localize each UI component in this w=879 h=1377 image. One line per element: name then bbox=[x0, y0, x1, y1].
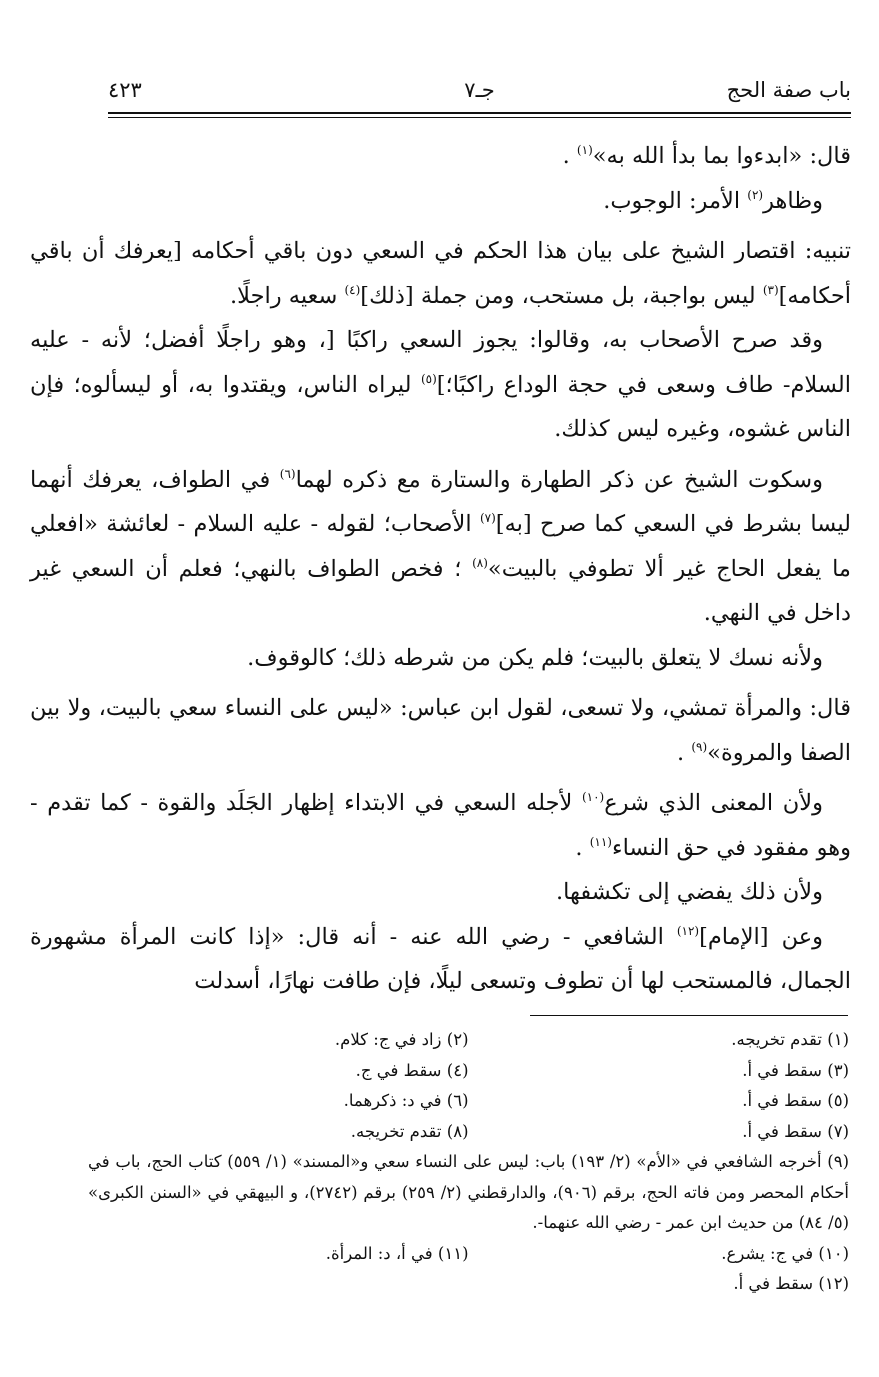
footnote-ref: (١٢) bbox=[676, 923, 700, 938]
paragraph-3: تنبيه: اقتصار الشيخ على بيان هذا الحكم في السعي دون باقي أحكامه [يعرفك أن باقي أحكامه]$^{(٣)}$ ليس بواجبة، بل مستحب، ومن جملة [ذلك]$^{(٤)}$ سعيه راجلًا. bbox=[30, 238, 851, 309]
header-rule-thin bbox=[108, 117, 851, 118]
volume-label: جـ٧ bbox=[464, 78, 495, 102]
footnote-5: (٥) سقط في أ. bbox=[742, 1091, 849, 1110]
footnote-8: (٨) تقدم تخريجه. bbox=[350, 1121, 469, 1141]
paragraph-4: وقد صرح الأصحاب به، وقالوا: يجوز السعي راكبًا [، وهو راجلًا أفضل؛ لأنه - عليه السلام- طاف وسعى في حجة الوداع راكبًا؛]$^{(٥)}$ ليراه الناس، ويقتدوا به، أو ليسألوه؛ فإن الناس غشوه، وغيره ليس كذلك. bbox=[30, 327, 851, 442]
paragraph-6: ولأنه نسك لا يتعلق بالبيت؛ فلم يكن من شرطه ذلك؛ كالوقوف. bbox=[247, 644, 823, 671]
footnote-ref: (٢) bbox=[747, 187, 764, 202]
footnote-ref: (١١) bbox=[589, 834, 612, 849]
footnote-9-label: (٩) bbox=[827, 1152, 849, 1171]
paragraph-2: وظاهر$^{(٢)}$ الأمر: الوجوب. bbox=[603, 187, 823, 214]
paragraph-8: ولأن المعنى الذي شرع$^{(١٠)}$ لأجله السعي في الابتداء إظهار الجَلَد والقوة - كما تقدم - وهو مفقود في حق النساء$^{(١١)}$ . bbox=[30, 790, 851, 861]
footnote-10: (١٠) في ج: يشرع. bbox=[721, 1243, 849, 1263]
footnote-ref: (١٠) bbox=[581, 790, 605, 804]
paragraph-1: قال: «ابدءوا بما بدأ الله به»$^{(١)}$ . bbox=[562, 143, 851, 169]
footnote-ref: (٧) bbox=[479, 511, 496, 525]
footnote-6: (٦) في د: ذكرهما. bbox=[343, 1091, 469, 1110]
footnote-1: (١) تقدم تخريجه. bbox=[731, 1030, 849, 1049]
footnote-7: (٧) سقط في أ. bbox=[742, 1121, 849, 1141]
footnote-3: (٣) سقط في أ. bbox=[742, 1060, 849, 1080]
page-number: ٤٢٣ bbox=[108, 78, 142, 102]
footnote-2: (٢) زاد في ج: كلام. bbox=[334, 1030, 469, 1049]
footnotes bbox=[88, 1025, 849, 1300]
footnote-9 bbox=[88, 1147, 849, 1239]
footnote-9-text: أخرجه الشافعي في «الأم» (٢/ ١٩٣) باب: ليس على النساء سعي و«المسند» (١/ ٥٥٩) كتاب الحج، باب في أحكام المحصر ومن فاته الحج، برقم (٩٠٦)، والدارقطني (٢/ ٢٥٩) برقم (٢٧٤٢)، و البيهقي في «السنن الكبرى» (٥/ ٨٤) من حديث ابن عمر - رضي الله عنهما-. bbox=[88, 1152, 849, 1232]
footnote-4: (٤) سقط في ج. bbox=[355, 1060, 469, 1080]
footnote-11: (١١) في أ، د: المرأة. bbox=[325, 1243, 469, 1263]
footnote-ref: (٩) bbox=[691, 739, 708, 754]
footnote-ref: (٨) bbox=[472, 555, 488, 570]
paragraph-5: وسكوت الشيخ عن ذكر الطهارة والستارة مع ذكره لهما$^{(٦)}$ في الطواف، يعرفك أنهما ليسا بشرط في السعي كما صرح [به]$^{(٧)}$ الأصحاب؛ لقوله - عليه السلام - لعائشة «افعلي ما يفعل الحاج غير ألا تطوفي بالبيت»$^{(٨)}$ ؛ فخص الطواف بالنهي؛ فعلم أن السعي غير داخل في النهي. bbox=[30, 466, 851, 626]
footnote-ref: (١) bbox=[576, 143, 593, 157]
footnote-12: (١٢) سقط في أ. bbox=[733, 1274, 849, 1293]
footnote-ref: (٦) bbox=[279, 466, 296, 481]
chapter-title: باب صفة الحج bbox=[726, 78, 851, 102]
footnote-ref: (٤) bbox=[344, 282, 361, 297]
running-header bbox=[108, 72, 851, 112]
header-rule-thick bbox=[108, 112, 851, 114]
main-text bbox=[30, 134, 851, 1004]
footnote-ref: (٣) bbox=[762, 282, 779, 297]
paragraph-7: قال: والمرأة تمشي، ولا تسعى، لقول ابن عباس: «ليس على النساء سعي بالبيت، ولا بين الصفا والمروة»$^{(٩)}$ . bbox=[30, 695, 851, 766]
footnote-ref: (٥) bbox=[420, 371, 437, 386]
footnote-separator bbox=[530, 1015, 848, 1016]
paragraph-9: ولأن ذلك يفضي إلى تكشفها. bbox=[556, 879, 823, 905]
paragraph-10: وعن [الإمام]$^{(١٢)}$ الشافعي - رضي الله عنه - أنه قال: «إذا كانت المرأة مشهورة الجمال، فالمستحب لها أن تطوف وتسعى ليلًا، فإن طافت نهارًا، أسدلت bbox=[30, 923, 851, 994]
